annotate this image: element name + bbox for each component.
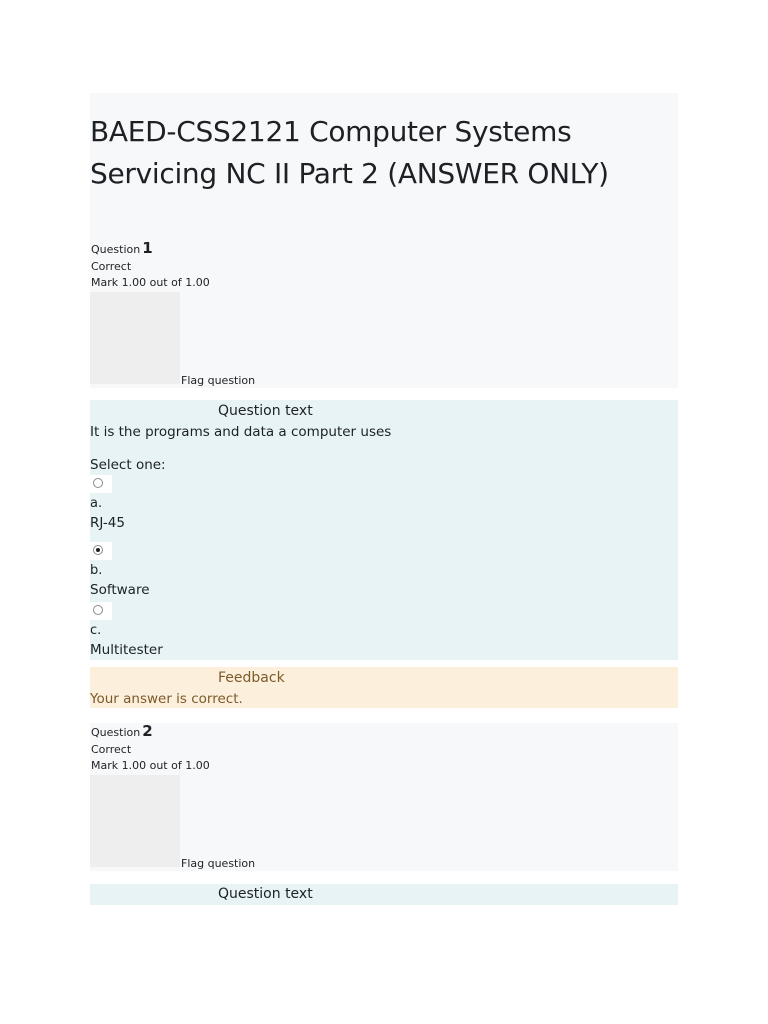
option-a-letter: a. <box>90 496 103 511</box>
question-2-content <box>90 884 678 905</box>
feedback-heading: Feedback <box>218 670 285 686</box>
radio-unchecked-icon <box>93 478 103 488</box>
question-state: Correct <box>91 743 132 756</box>
option-c-radio[interactable] <box>90 602 112 620</box>
option-a-radio[interactable] <box>90 475 112 493</box>
option-b-radio[interactable] <box>90 542 112 560</box>
feedback-text: Your answer is correct. <box>90 691 243 707</box>
question-grade: Mark 1.00 out of 1.00 <box>91 759 210 772</box>
page-title: BAED-CSS2121 Computer Systems Servicing NC II Part 2 (ANSWER ONLY) <box>90 115 609 190</box>
flag-icon[interactable] <box>90 292 180 384</box>
question-text-heading: Question text <box>218 403 313 419</box>
question-number <box>91 240 153 258</box>
flag-icon[interactable] <box>90 775 180 867</box>
question-1-content <box>90 400 678 660</box>
radio-unchecked-icon <box>93 605 103 615</box>
question-label: Question <box>91 243 141 256</box>
question-number-value: 1 <box>142 239 153 257</box>
question-number-value: 2 <box>142 722 153 740</box>
option-a-text[interactable]: RJ-45 <box>90 515 125 531</box>
option-b-text[interactable]: Software <box>90 582 150 598</box>
question-1-feedback <box>90 667 678 708</box>
select-one-prompt: Select one: <box>90 457 166 473</box>
flag-question-link[interactable]: Flag question <box>181 857 256 870</box>
question-grade: Mark 1.00 out of 1.00 <box>91 276 210 289</box>
option-c-text[interactable]: Multitester <box>90 642 163 658</box>
flag-question-link[interactable]: Flag question <box>181 374 256 387</box>
radio-checked-icon <box>93 545 103 555</box>
option-c-letter: c. <box>90 623 102 638</box>
question-2-info <box>90 723 678 871</box>
question-1-info <box>90 240 678 388</box>
question-text: It is the programs and data a computer uses <box>90 424 392 440</box>
option-b-letter: b. <box>90 563 103 578</box>
question-text-heading: Question text <box>218 886 313 902</box>
question-state: Correct <box>91 260 132 273</box>
title-block <box>90 93 678 240</box>
question-number <box>91 723 153 741</box>
question-label: Question <box>91 726 141 739</box>
